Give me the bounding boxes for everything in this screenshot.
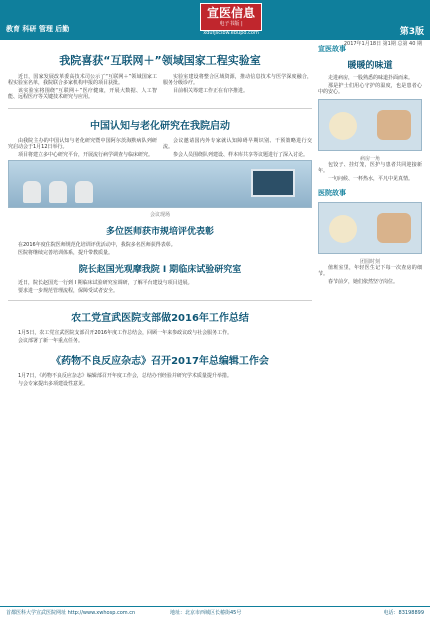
paragraph: 在2016年度住院医师规范化培训评优活动中，我院多名医师获得表彰。 [18,242,176,248]
paragraph: 1月5日，农工党宣武医院支部召开2016年度工作总结会，回顾一年来参政议政与社会服务工作。 [18,330,233,336]
right-photo-caption-1: 病房一角 [359,156,380,162]
paragraph: 医院将继续完善培训体系，提升带教质量。 [18,250,114,256]
article-6 [8,373,312,387]
person-figure [49,181,67,203]
paragraph: 会议邀请国内外专家就认知障碍早期识别、干预策略进行交流。 [163,138,312,150]
article-4 [8,280,312,294]
right-photo-caption-2: 团圆时刻 [359,259,380,265]
brand-title: 宣医信息 [206,6,255,20]
article-1 [8,74,312,102]
header-bar [0,0,430,40]
brand-block [200,3,262,36]
headline-4: 《药物不良反应杂志》召开2017年总编辑工作会 [51,356,269,367]
page-number: 第3版 [399,27,424,37]
right-text-1 [318,75,422,95]
paragraph: 1月7日，《药物不良反应杂志》编辑部召开年度工作会，总结办刊经验并研究学术质量提升举措。 [18,373,232,379]
paragraph: 要求进一步规范管理流程，保障受试者安全。 [18,288,119,294]
paragraph: 包饺子、挂灯笼，医护与患者共同迎接新年。 [318,162,422,174]
right-section-tag: 医院故事 [318,189,346,197]
section-label: 教育 科研 管理 后勤 [6,25,70,33]
subhead-2: 院长赵国光观摩我院 I 期临床试验研究室 [78,265,242,275]
divider [8,108,312,109]
photo-element [377,213,411,243]
headline-3: 农工党宣武医院支部做2016年工作总结 [71,313,249,324]
article-5 [8,330,312,344]
paragraph: 项目将建立多中心研究平台，开展流行病学调查与临床研究。 [18,152,154,158]
headline-1: 我院喜获“互联网＋”领域国家工程实验室 [59,54,261,67]
paragraph: 目前相关筹建工作正在有序推进。 [173,88,249,94]
footer-address: 地址：北京市西城区长椿街45号 [170,610,242,616]
article-2-col-1 [8,138,157,160]
brand-subtitle: 电子书版 | xdufjsclbw.ebupd.com [203,21,259,36]
right-text-3 [318,265,422,285]
footer-phone: 电话：83198899 [383,610,424,616]
article-1-col-2 [163,74,312,102]
paragraph: 参会人员围绕队列建设、样本库共享等议题进行了深入讨论。 [173,152,309,158]
paragraph: 该实验室将围绕“互联网＋”医疗健康，开展大数据、人工智能、远程医疗等关键技术研究与应用。 [8,88,157,100]
subhead-1: 多位医师获市规培评优表彰 [105,227,214,237]
paragraph: 近日，院长赵国光一行到 I 期临床试验研究室调研，了解平台建设与项目进展。 [18,280,193,286]
paragraph: 春节前夕，她们依然坚守岗位。 [328,279,399,285]
paragraph: 与会专家提出多项建设性意见。 [18,381,89,387]
left-column [8,44,312,389]
footer-website: 首都医科大学宣武医院网址 http://www.xwhosp.com.cn [6,610,136,616]
article-1-col-1 [8,74,157,102]
photo-element [329,215,357,243]
footer [0,606,430,617]
photo-element [377,110,411,140]
paragraph: 由我院主办的中国认知与老化研究暨中国阿尔茨海默病队列研究启动会于1月12日举行。 [8,138,157,150]
right-photo-1 [318,99,422,151]
right-text-2 [318,162,422,182]
right-column [318,44,422,287]
paragraph: 会议部署了新一年重点任务。 [18,338,84,344]
paragraph: 一句问候、一杯热水，平凡中见真情。 [328,176,414,182]
article-3 [8,242,312,256]
paragraph: 近日，国家发展改革委高技术司公示了“互联网＋”领域国家工程实验室名单，我院联合多家机构申报的项目获批。 [8,74,157,86]
paragraph: 走进病房，一股熟悉的味道扑面而来。 [328,75,414,81]
person-figure [23,181,41,203]
article-2 [8,138,312,160]
article-photo [8,160,312,208]
paragraph: 值班室里，年轻医生记下每一次查房的细节。 [318,265,422,277]
date-line: 2017年1月18日 第1期 总第 40 期 [343,41,422,47]
presentation-screen [251,169,295,197]
photo-element [329,112,357,140]
right-photo-2 [318,202,422,254]
divider [8,300,312,301]
headline-2: 中国认知与老化研究在我院启动 [90,121,230,132]
article-2-col-2 [163,138,312,160]
right-title: 暖暖的味道 [347,61,393,71]
right-tag: 宣医故事 [318,45,346,53]
paragraph: 实验室建设将整合区域资源，推动信息技术与医学深度融合，服务分级诊疗。 [163,74,312,86]
paragraph: 那是护士们用心守护的温度，也是患者心中的安心。 [318,83,422,95]
person-figure [75,181,93,203]
photo-caption: 会议现场 [149,212,170,218]
